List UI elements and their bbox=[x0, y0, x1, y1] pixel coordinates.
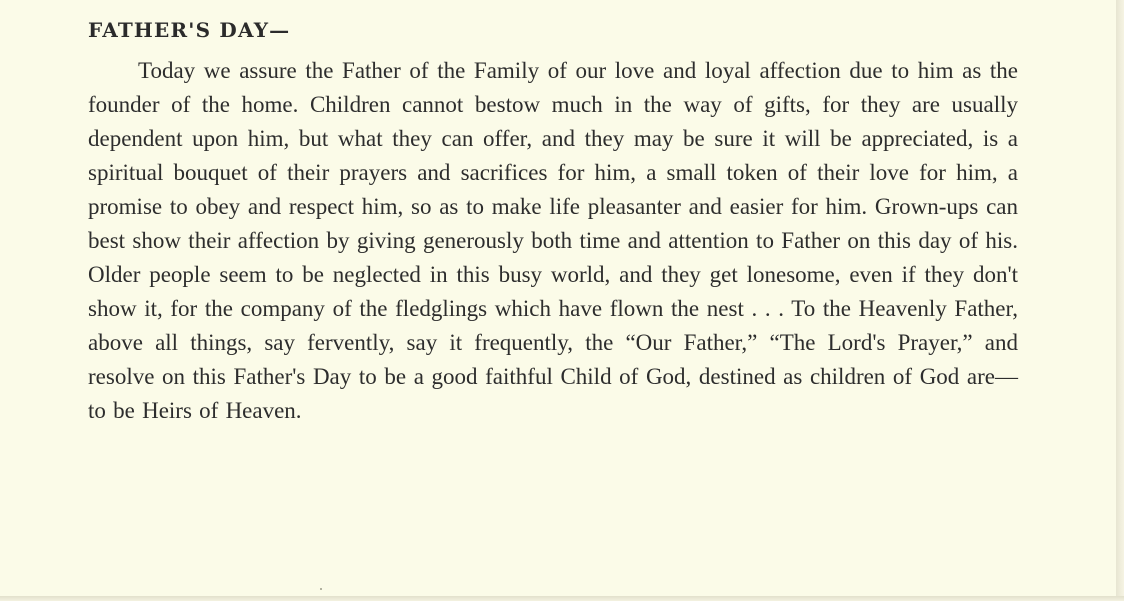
paper-speck bbox=[320, 588, 322, 590]
paper-edge-right bbox=[1116, 0, 1124, 601]
document-body-paragraph: Today we assure the Father of the Family of our love and loyal affection due to him as the founder of the home. Children cannot bestow much in the way of gifts, for they are usually dependent upon him, but what they can offer, and they may be sure it will be appreciated, is a spiritual bouquet of their prayers and sacrifices for him, a small token of their love for him, a promise to obey and respect him, so as to make life pleasanter and easier for him. Grown-ups can best show their affection by giving generously both time and attention to Father on this day of his. Older people seem to be neglected in this busy world, and they get lonesome, even if they don't show it, for the company of the fledglings which have flown the nest . . . To the Heavenly Father, above all things, say fervently, say it frequently, the “Our Father,” “The Lord's Prayer,” and resolve on this Father's Day to be a good faithful Child of God, destined as children of God are—to be Heirs of Heaven. bbox=[88, 58, 1018, 423]
document-heading: FATHER'S DAY— bbox=[88, 18, 291, 42]
paper-edge-bottom bbox=[0, 596, 1124, 601]
